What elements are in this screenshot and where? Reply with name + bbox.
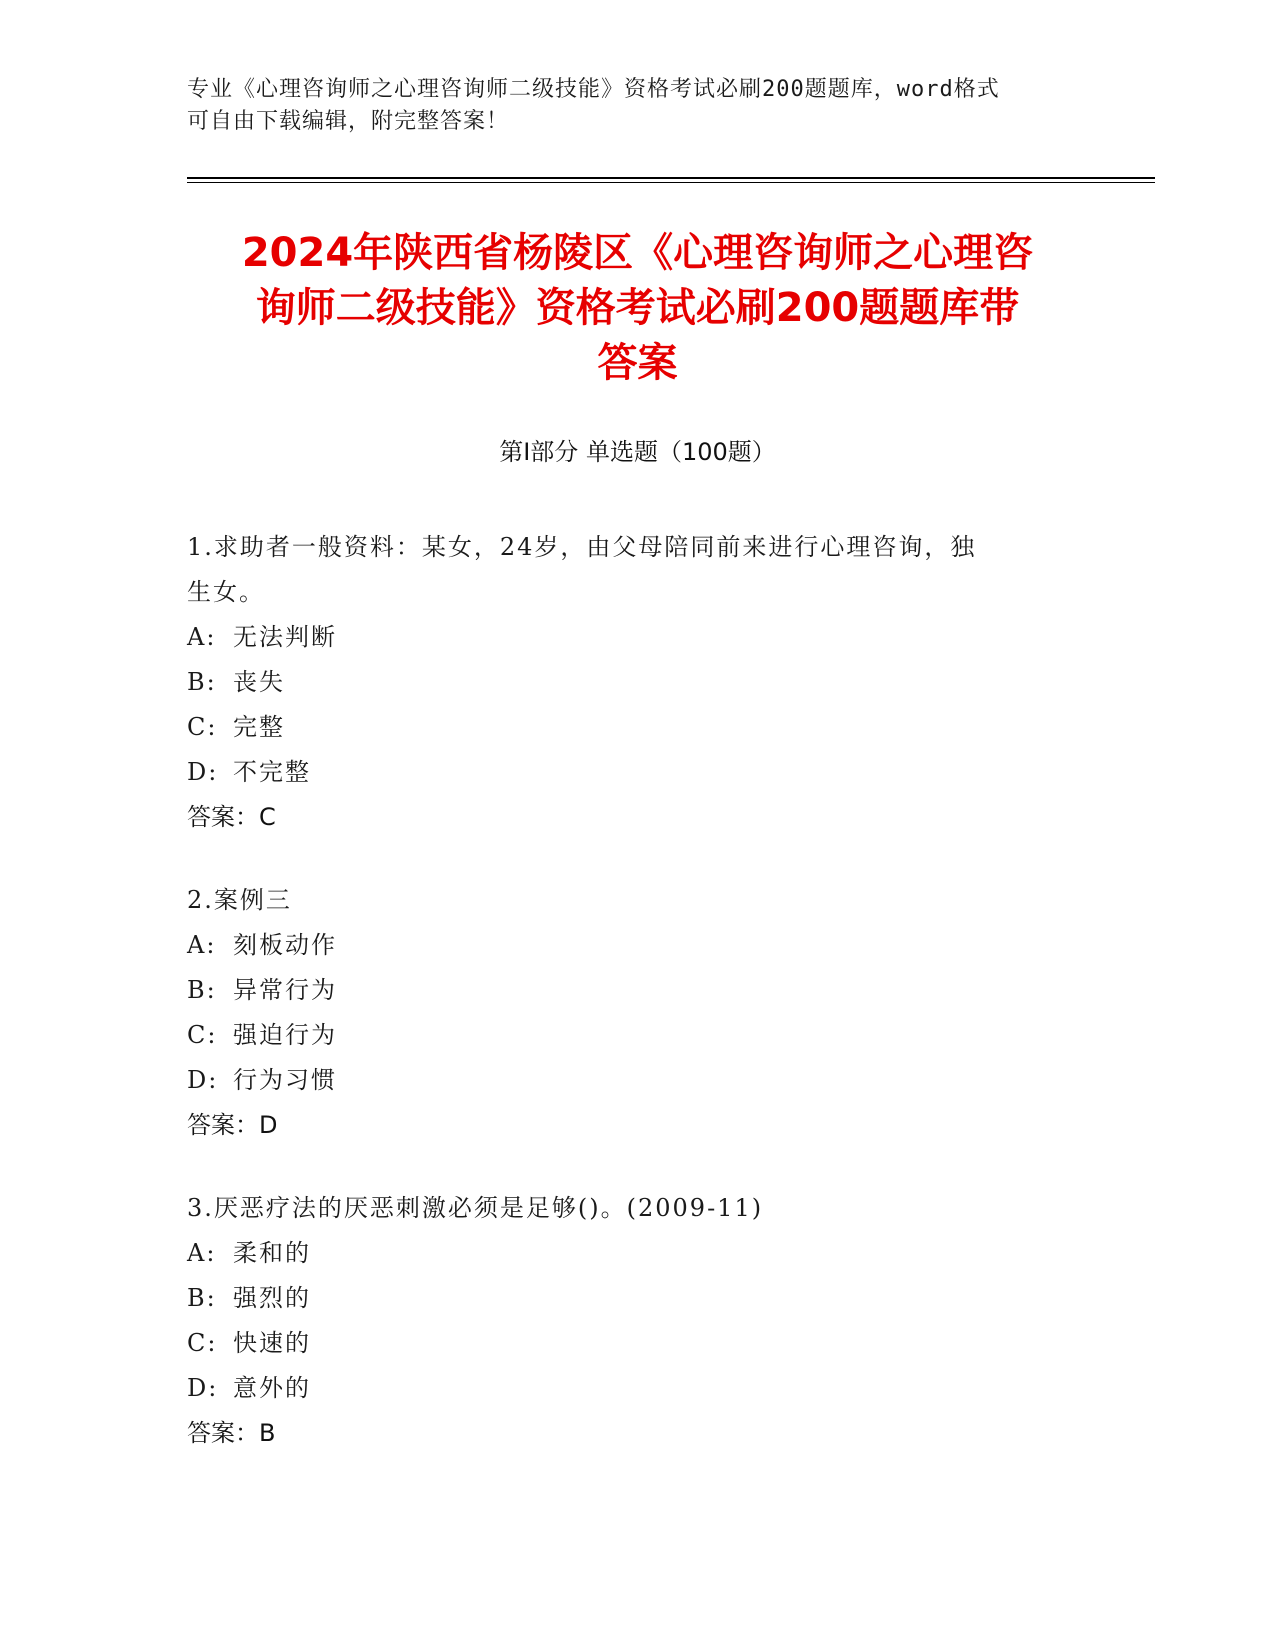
option-letter: C: [187,1021,218,1049]
answer-label: 答案： [187,1419,259,1447]
option-text: 完整 [233,713,285,741]
option-letter: A: [187,1239,217,1267]
answer-value: C [259,803,276,831]
header-divider-thin [187,182,1155,183]
option-letter: C: [187,1329,218,1357]
answer-label: 答案： [187,803,259,831]
answer-line [187,795,1067,840]
answer-value: B [259,1419,276,1447]
option-letter: B: [187,976,217,1004]
document-title-line-1: 2024年陕西省杨陵区《心理咨询师之心理咨 [241,230,1034,276]
question-item-2 [187,878,1067,1148]
option-text: 意外的 [233,1374,311,1402]
option-c [187,1013,1067,1058]
option-a [187,923,1067,968]
option-d [187,750,1067,795]
option-text: 强烈的 [233,1284,311,1312]
option-a [187,615,1067,660]
document-title-line-2: 询师二级技能》资格考试必刷200题题库带 [255,285,1020,331]
option-b [187,660,1067,705]
answer-line [187,1411,1067,1456]
option-text: 异常行为 [233,976,337,1004]
question-stem-line-1: 2.案例三 [187,886,292,914]
question-stem-line-1: 3.厌恶疗法的厌恶刺激必须是足够()。(2009-11) [187,1194,764,1222]
header-divider-thick [187,177,1155,179]
question-stem-line-2: 生女。 [187,578,265,606]
option-d [187,1058,1067,1103]
question-stem-line-1: 1.求助者一般资料：某女，24岁，由父母陪同前来进行心理咨询，独 [187,533,977,561]
option-letter: C: [187,713,218,741]
document-title [160,226,1115,391]
option-letter: D: [187,1374,219,1402]
option-letter: B: [187,668,217,696]
header-note-line-1: 专业《心理咨询师之心理咨询师二级技能》资格考试必刷200题题库，word格式 [187,77,1000,102]
option-text: 快速的 [233,1329,311,1357]
option-a [187,1231,1067,1276]
option-text: 行为习惯 [233,1066,337,1094]
answer-line [187,1103,1067,1148]
option-text: 刻板动作 [233,931,337,959]
document-title-line-3: 答案 [597,340,678,386]
option-d [187,1366,1067,1411]
option-c [187,1321,1067,1366]
option-letter: B: [187,1284,217,1312]
option-b [187,1276,1067,1321]
option-c [187,705,1067,750]
section-heading: 第Ⅰ部分 单选题（100题） [499,438,776,466]
question-item-1 [187,525,1067,840]
option-text: 不完整 [233,758,311,786]
question-list [187,525,1067,1494]
option-text: 丧失 [233,668,285,696]
answer-label: 答案： [187,1111,259,1139]
option-letter: A: [187,623,217,651]
option-letter: D: [187,758,219,786]
header-note [187,74,1067,138]
option-text: 强迫行为 [233,1021,337,1049]
option-letter: D: [187,1066,219,1094]
answer-value: D [259,1111,278,1139]
question-item-3 [187,1186,1067,1456]
header-note-line-2: 可自由下载编辑，附完整答案！ [187,109,510,134]
option-letter: A: [187,931,217,959]
option-text: 无法判断 [233,623,337,651]
option-text: 柔和的 [233,1239,311,1267]
option-b [187,968,1067,1013]
